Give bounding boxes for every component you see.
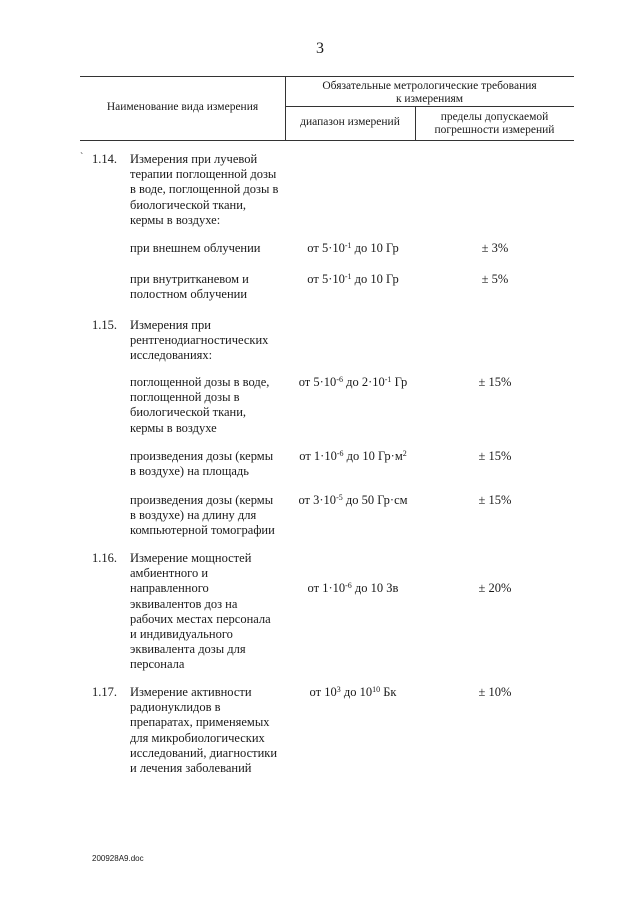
range-text: до 2·10 (342, 375, 385, 389)
measurement-name-line: Измерения при лучевой (130, 152, 258, 166)
document-filename: 200928A9.doc (92, 854, 144, 863)
measurement-name-line: для микробиологических (130, 730, 265, 745)
range-exponent: 2 (402, 449, 407, 458)
margin-mark: ˋ (80, 152, 84, 163)
measurement-name-line: в воздухе) на площадь (130, 464, 249, 479)
measurement-name-line: амбиентного и (130, 566, 209, 581)
measurement-name-line: в воздухе) на длину для (130, 508, 257, 523)
range-text: от 5·10 (307, 272, 345, 286)
measurement-name (130, 241, 290, 256)
measurement-range (288, 272, 418, 287)
measurement-name (130, 493, 290, 539)
measurement-range (288, 241, 418, 256)
item-number: 1.14. (92, 152, 117, 166)
measurement-name-line: биологической ткани, (130, 197, 247, 212)
header-top-rule (80, 76, 574, 77)
header-bottom-rule (80, 140, 574, 141)
measurement-name-line: направленного (130, 581, 209, 596)
measurement-name (130, 318, 290, 364)
item-number: 1.17. (92, 685, 117, 699)
measurement-error-limit: ± 15% (478, 449, 512, 463)
measurement-name-line: поглощенной дозы в воде, (130, 375, 270, 389)
measurement-error-limit: ± 10% (478, 685, 512, 699)
range-exponent: 3 (336, 685, 341, 694)
page-number: 3 (316, 40, 324, 57)
range-exponent: -1 (344, 241, 352, 250)
measurement-name-line: полостном облучении (130, 287, 248, 302)
measurement-name-line: радионуклидов в (130, 700, 221, 715)
range-text: от 3·10 (298, 493, 337, 507)
measurement-name-line: поглощенной дозы в (130, 390, 240, 405)
header-error-col-line1: пределы допускаемой (440, 111, 549, 123)
measurement-name-line: произведения дозы (кермы (130, 493, 274, 507)
header-mid-rule (285, 106, 574, 107)
range-text: от 1·10 (307, 581, 346, 595)
measurement-name-line: кермы в воздухе (130, 420, 217, 435)
measurement-name (130, 685, 290, 776)
range-text: от 10 (309, 685, 337, 699)
measurement-name-line: эквивалентов доз на (130, 596, 238, 611)
measurement-error-limit: ± 15% (478, 493, 512, 507)
measurement-name-line: Измерение мощностей (130, 551, 252, 565)
measurement-name-line: рентгенодиагностических (130, 333, 269, 348)
item-number: 1.16. (92, 551, 117, 565)
measurement-name-line: Измерение активности (130, 685, 252, 699)
item-number: 1.15. (92, 318, 117, 332)
range-text: от 5·10 (298, 375, 337, 389)
range-text: от 1·10 (299, 449, 337, 463)
measurement-name-line: биологической ткани, (130, 405, 247, 420)
header-range-col: диапазон измерений (300, 116, 400, 128)
range-exponent: -1 (344, 272, 352, 281)
measurement-name-line: исследованиях: (130, 348, 213, 363)
measurement-name-line: персонала (130, 657, 185, 672)
range-exponent: -5 (336, 493, 343, 502)
measurement-name (130, 272, 290, 302)
range-text: до 10 Зв (351, 581, 399, 595)
range-exponent: -6 (345, 581, 352, 590)
measurement-name-line: и лечения заболеваний (130, 761, 252, 776)
range-exponent: -6 (336, 375, 343, 384)
measurement-error-limit: ± 5% (481, 272, 509, 286)
range-exponent: -1 (384, 375, 392, 384)
header-req-group-line1: Обязательные метрологические требования (322, 80, 537, 92)
measurement-name-line: исследований, диагностики (130, 745, 278, 760)
measurement-range (288, 375, 418, 390)
range-text: до 10 Гр (351, 241, 399, 255)
measurement-name-line: и индивидуального (130, 627, 233, 642)
measurement-name (130, 449, 290, 479)
range-text: Гр (391, 375, 408, 389)
measurement-error-limit: ± 20% (478, 581, 512, 595)
range-exponent: 10 (372, 685, 381, 694)
range-text: до 10 (340, 685, 373, 699)
range-text: до 10 Гр·м (343, 449, 403, 463)
measurement-name (130, 152, 290, 228)
measurement-name (130, 375, 290, 436)
measurement-name-line: произведения дозы (кермы (130, 449, 274, 463)
measurement-range (288, 685, 418, 700)
range-text: до 10 Гр (351, 272, 399, 286)
measurement-range (288, 449, 418, 464)
measurement-name-line: рабочих местах персонала (130, 611, 271, 626)
measurement-name-line: эквивалента дозы для (130, 642, 246, 657)
measurement-name (130, 551, 290, 673)
range-exponent: -6 (336, 449, 344, 458)
range-text: Бк (380, 685, 397, 699)
measurement-error-limit: ± 15% (478, 375, 512, 389)
measurement-name-line: Измерения при (130, 318, 211, 332)
range-text: от 5·10 (307, 241, 345, 255)
range-text: до 50 Гр·см (342, 493, 408, 507)
measurement-name-line: терапии поглощенной дозы (130, 167, 277, 182)
header-name-col: Наименование вида измерения (106, 101, 259, 113)
measurement-name-line: компьютерной томографии (130, 523, 275, 538)
measurement-name-line: при внутритканевом и (130, 272, 249, 286)
measurement-name-line: в воде, поглощенной дозы в (130, 182, 279, 197)
header-error-col-line2: погрешности измерений (434, 124, 555, 136)
measurement-range (288, 581, 418, 596)
measurement-name-line: кермы в воздухе: (130, 212, 221, 227)
measurement-error-limit: ± 3% (481, 241, 509, 255)
measurement-name-line: при внешнем облучении (130, 241, 261, 255)
measurement-name-line: препаратах, применяемых (130, 715, 270, 730)
measurement-range (288, 493, 418, 508)
header-req-group-line2: к измерениям (395, 93, 464, 105)
